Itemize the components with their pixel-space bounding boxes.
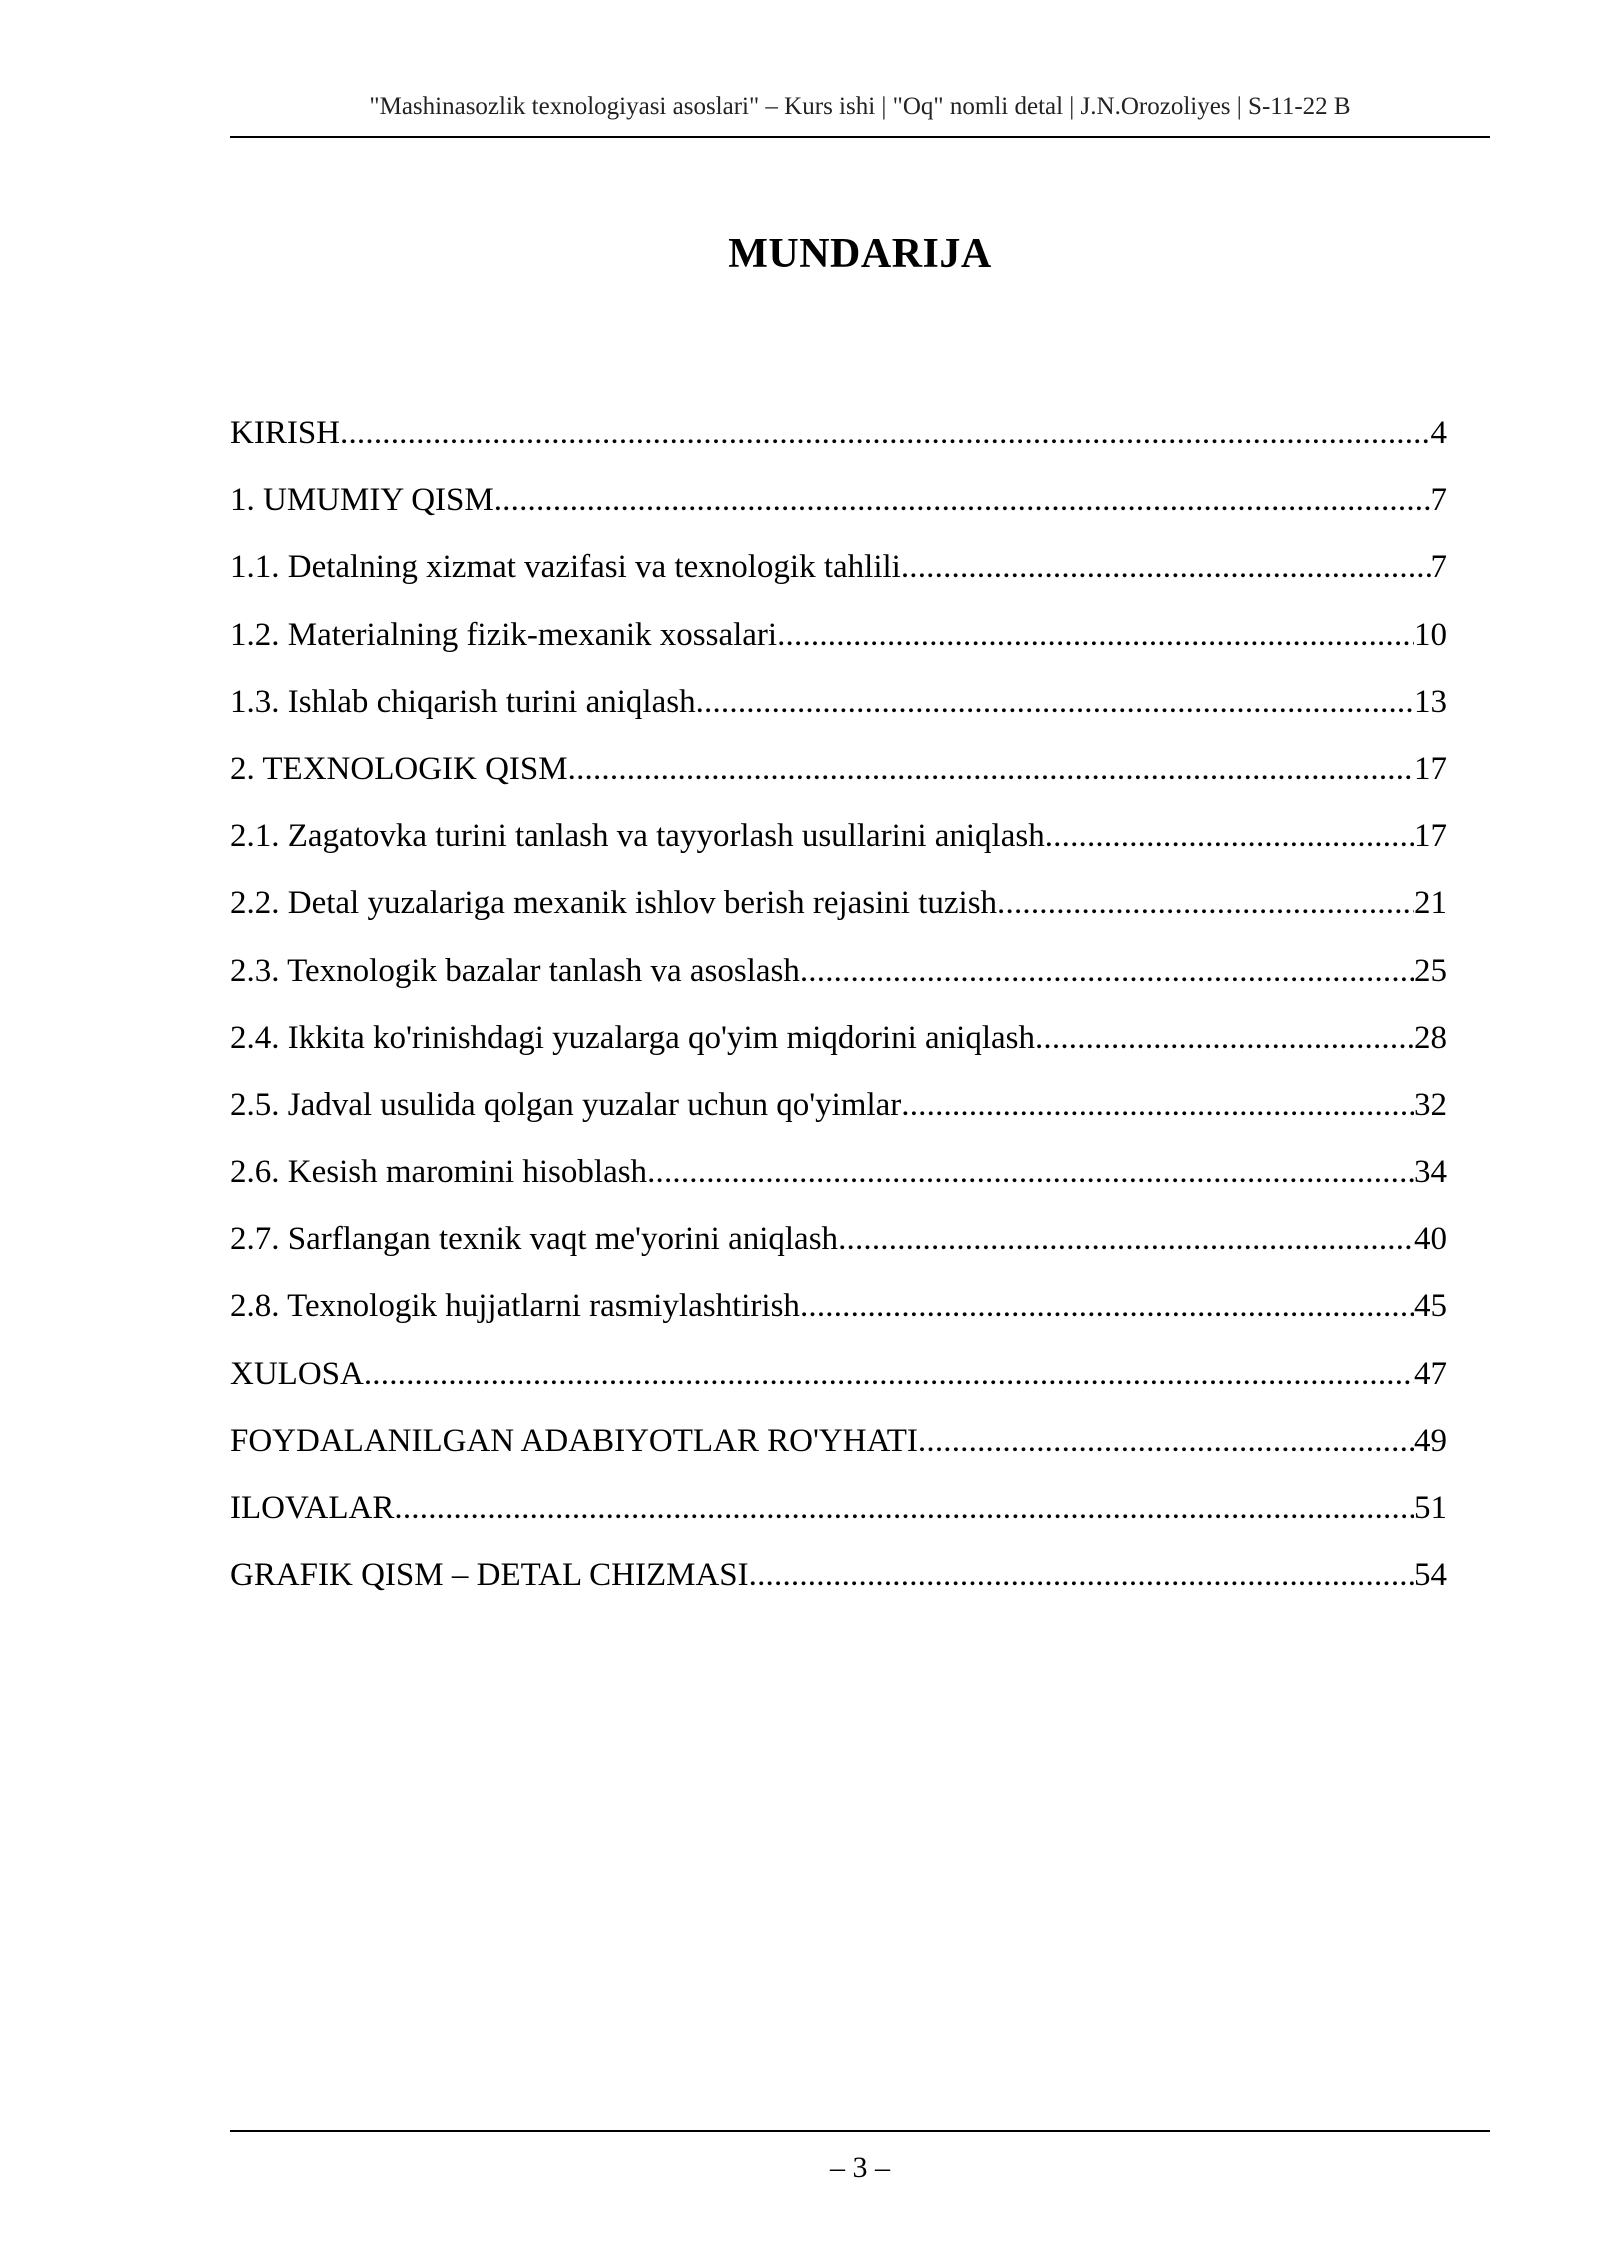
toc-entry-label: 2.5. Jadval usulida qolgan yuzalar uchun qo'yimlar: [230, 1086, 902, 1123]
toc-entry[interactable]: [230, 610, 1447, 677]
toc-dot-leader: [838, 1214, 1414, 1264]
toc-entry-page: 7: [1430, 482, 1447, 519]
toc-entry[interactable]: [230, 408, 1447, 475]
toc-entry[interactable]: [230, 1550, 1447, 1617]
toc-entry[interactable]: [230, 811, 1447, 878]
toc-entry[interactable]: [230, 1349, 1447, 1416]
toc-dot-leader: [800, 1281, 1414, 1331]
toc-dot-leader: [777, 610, 1414, 660]
toc-entry-label: 2. TEXNOLOGIK QISM: [230, 750, 568, 787]
toc-entry-label: KIRISH: [230, 415, 341, 451]
toc-dot-leader: [647, 1147, 1414, 1197]
toc-entry[interactable]: [230, 542, 1447, 609]
toc-entry-page: 10: [1414, 616, 1447, 653]
toc-dot-leader: [340, 408, 1430, 458]
toc-dot-leader: [749, 1550, 1414, 1600]
toc-entry-page: 54: [1414, 1557, 1447, 1594]
toc-dot-leader: [1045, 811, 1414, 861]
toc-dot-leader: [901, 542, 1431, 592]
toc-entry-label: 2.8. Texnologik hujjatlarni rasmiylashtirish: [230, 1288, 800, 1325]
toc-entry-label: 2.2. Detal yuzalariga mexanik ishlov berish rejasini tuzish: [230, 885, 998, 922]
table-of-contents: [230, 408, 1447, 1617]
footer-divider: [230, 2130, 1490, 2132]
toc-entry-label: 2.3. Texnologik bazalar tanlash va asoslash: [230, 952, 800, 989]
toc-entry-page: 49: [1414, 1422, 1447, 1459]
toc-entry-label: 2.7. Sarflangan texnik vaqt me'yorini aniqlash: [230, 1221, 839, 1258]
toc-entry-label: 1. UMUMIY QISM: [230, 482, 494, 519]
toc-entry-label: ILOVALAR: [230, 1490, 395, 1526]
toc-dot-leader: [394, 1483, 1414, 1533]
toc-dot-leader: [800, 946, 1414, 996]
toc-entry[interactable]: [230, 1080, 1447, 1147]
toc-entry[interactable]: [230, 744, 1447, 811]
toc-dot-leader: [696, 677, 1414, 727]
toc-entry-label: 1.2. Materialning fizik-mexanik xossalari: [230, 616, 778, 653]
toc-entry-page: 7: [1430, 549, 1447, 586]
running-header: "Mashinasozlik texnologiyasi asoslari" – Kurs ishi | "Oq" nomli detal | J.N.Orozoliyes | S-11-22 B: [369, 93, 1351, 120]
toc-entry[interactable]: [230, 475, 1447, 542]
toc-dot-leader: [901, 1080, 1414, 1130]
toc-entry-page: 21: [1414, 885, 1447, 922]
toc-entry-page: 25: [1414, 952, 1447, 989]
toc-entry[interactable]: [230, 878, 1447, 945]
toc-entry-label: 1.3. Ishlab chiqarish turini aniqlash: [230, 683, 696, 720]
toc-dot-leader: [997, 878, 1414, 928]
toc-entry[interactable]: [230, 1147, 1447, 1214]
toc-title: MUNDARIJA: [728, 231, 992, 277]
toc-entry[interactable]: [230, 1214, 1447, 1281]
toc-entry-page: 17: [1414, 818, 1447, 855]
toc-entry[interactable]: [230, 1416, 1447, 1483]
toc-entry[interactable]: [230, 946, 1447, 1013]
toc-entry[interactable]: [230, 1483, 1447, 1550]
toc-dot-leader: [364, 1349, 1414, 1399]
toc-dot-leader: [918, 1416, 1414, 1466]
toc-dot-leader: [568, 744, 1414, 794]
toc-entry-page: 4: [1430, 415, 1447, 451]
toc-entry[interactable]: [230, 677, 1447, 744]
toc-dot-leader: [494, 475, 1431, 525]
toc-dot-leader: [1035, 1013, 1414, 1063]
header-divider: [230, 136, 1490, 138]
toc-entry-page: 51: [1414, 1490, 1447, 1526]
toc-entry-page: 47: [1414, 1355, 1447, 1392]
toc-entry-page: 17: [1414, 750, 1447, 787]
toc-entry-label: 1.1. Detalning xizmat vazifasi va texnologik tahlili: [230, 549, 901, 586]
toc-entry-label: FOYDALANILGAN ADABIYOTLAR RO'YHATI: [230, 1422, 918, 1459]
toc-entry-label: 2.1. Zagatovka turini tanlash va tayyorlash usullarini aniqlash: [230, 818, 1045, 855]
page-number: – 3 –: [830, 2151, 890, 2184]
toc-entry-label: GRAFIK QISM – DETAL CHIZMASI: [230, 1557, 749, 1594]
toc-entry-label: XULOSA: [230, 1355, 364, 1392]
toc-entry-page: 40: [1414, 1221, 1447, 1258]
toc-entry-page: 34: [1414, 1154, 1447, 1191]
toc-entry-label: 2.4. Ikkita ko'rinishdagi yuzalarga qo'yim miqdorini aniqlash: [230, 1019, 1035, 1056]
toc-entry-page: 45: [1414, 1288, 1447, 1325]
toc-entry-page: 28: [1414, 1019, 1447, 1056]
toc-entry-page: 13: [1414, 683, 1447, 720]
toc-entry-page: 32: [1414, 1086, 1447, 1123]
toc-entry-label: 2.6. Kesish maromini hisoblash: [230, 1154, 648, 1191]
toc-entry[interactable]: [230, 1281, 1447, 1348]
toc-entry[interactable]: [230, 1013, 1447, 1080]
